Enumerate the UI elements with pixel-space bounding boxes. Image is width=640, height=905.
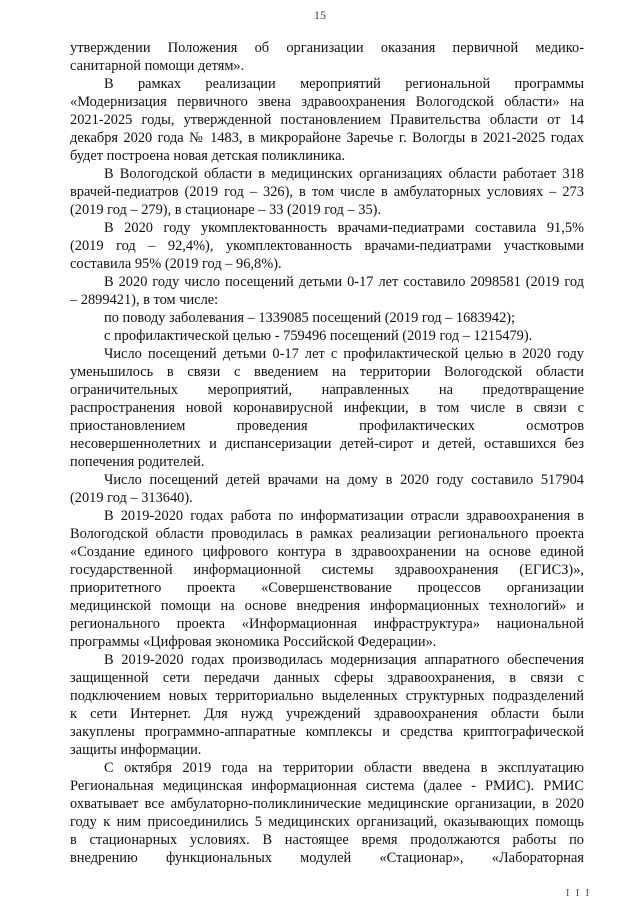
text-line: В 2019-2020 годах работа по информатизации отрасли здравоохранения в <box>104 508 584 524</box>
text-line: – 2899421), в том числе: <box>70 292 219 308</box>
text-line: с профилактической целью - 759496 посещений (2019 год – 1215479). <box>104 328 533 344</box>
text-line: декабря 2020 года № 1483, в микрорайоне Заречье г. Вологды в 2021-2025 годах <box>70 130 584 146</box>
text-line: закуплены программно-аппаратные комплексы и средства криптографической <box>70 724 584 740</box>
text-line: программы «Цифровая экономика Российской Федерации». <box>70 634 437 650</box>
text-line: несовершеннолетних и диспансеризации детей-сирот и детей, оставшихся без <box>70 436 584 452</box>
text-line: В 2019-2020 годах производилась модернизация аппаратного обеспечения <box>104 652 584 668</box>
text-line: ограничительных мероприятий, направленных на предотвращение <box>70 382 584 398</box>
text-line: будет построена новая детская поликлиника. <box>70 148 346 164</box>
text-line: охватывает все амбулаторно-поликлинические медицинские организации, в 2020 <box>70 796 584 812</box>
text-line: регионального проекта «Информационная инфраструктура» национальной <box>70 616 584 632</box>
text-line: 2021-2025 годы, утвержденной постановлением Правительства области от 14 <box>70 112 584 128</box>
text-line: В Вологодской области в медицинских организациях области работает 318 <box>104 166 584 182</box>
text-line: внедрению функциональных модулей «Стационар», «Лабораторная <box>70 850 584 866</box>
text-line: подключением новых территориально выделенных структурных подразделений <box>70 688 584 704</box>
text-line: (2019 год – 279), в стационаре – 33 (2019 год – 35). <box>70 202 382 218</box>
text-line: году к ним присоединились 5 медицинских организаций, оказывающих помощь <box>70 814 584 830</box>
text-line: по поводу заболевания – 1339085 посещений (2019 год – 1683942); <box>104 310 516 326</box>
text-line: уменьшилось в связи с введением на территории Вологодской области <box>70 364 584 380</box>
text-line: «Модернизация первичного звена здравоохранения Вологодской области» на <box>70 94 584 110</box>
text-line: Число посещений детьми 0-17 лет с профилактической целью в 2020 году <box>104 346 584 362</box>
text-line: санитарной помощи детям». <box>70 58 245 74</box>
text-line: распространения новой коронавирусной инфекции, в том числе в связи с <box>70 400 584 416</box>
text-line: государственной информационной системы здравоохранения (ЕГИСЗ)», <box>70 562 584 578</box>
text-line: медицинской помощи на основе внедрения информационных технологий» и <box>70 598 584 614</box>
text-line: (2019 год – 313640). <box>70 490 193 506</box>
text-line: врачей-педиатров (2019 год – 326), в том числе в амбулаторных условиях – 273 <box>70 184 584 200</box>
text-line: С октября 2019 года на территории области введена в эксплуатацию <box>104 760 584 776</box>
text-line: в стационарных условиях. В настоящее время продолжаются работы по <box>70 832 584 848</box>
text-line: Вологодской области проводилась в рамках реализации регионального проекта <box>70 526 584 542</box>
page-number: 15 <box>314 8 326 22</box>
footer-mark: I I I <box>566 888 591 899</box>
text-line: составила 95% (2019 год – 96,8%). <box>70 256 282 272</box>
text-line: защищенной сети передачи данных сферы здравоохранения, в связи с <box>70 670 584 686</box>
text-line: «Создание единого цифрового контура в здравоохранении на основе единой <box>70 544 584 560</box>
text-line: утверждении Положения об организации оказания первичной медико- <box>70 40 584 56</box>
text-line: попечения родителей. <box>70 454 205 470</box>
text-line: Региональная медицинская информационная система (далее - РМИС). РМИС <box>70 778 584 794</box>
text-line: приостановлением проведения профилактических осмотров <box>70 418 584 434</box>
text-line: В 2020 году укомплектованность врачами-педиатрами составила 91,5% <box>104 220 584 236</box>
text-line: к сети Интернет. Для нужд учреждений здравоохранения области были <box>70 706 584 722</box>
text-line: В 2020 году число посещений детьми 0-17 лет составило 2098581 (2019 год <box>104 274 584 290</box>
text-line: Число посещений детей врачами на дому в 2020 году составило 517904 <box>104 472 584 488</box>
text-line: В рамках реализации мероприятий региональной программы <box>104 76 584 92</box>
text-line: приоритетного проекта «Совершенствование процессов организации <box>70 580 584 596</box>
text-line: защиты информации. <box>70 742 202 758</box>
text-line: (2019 год – 92,4%), укомплектованность врачами-педиатрами участковыми <box>70 238 584 254</box>
